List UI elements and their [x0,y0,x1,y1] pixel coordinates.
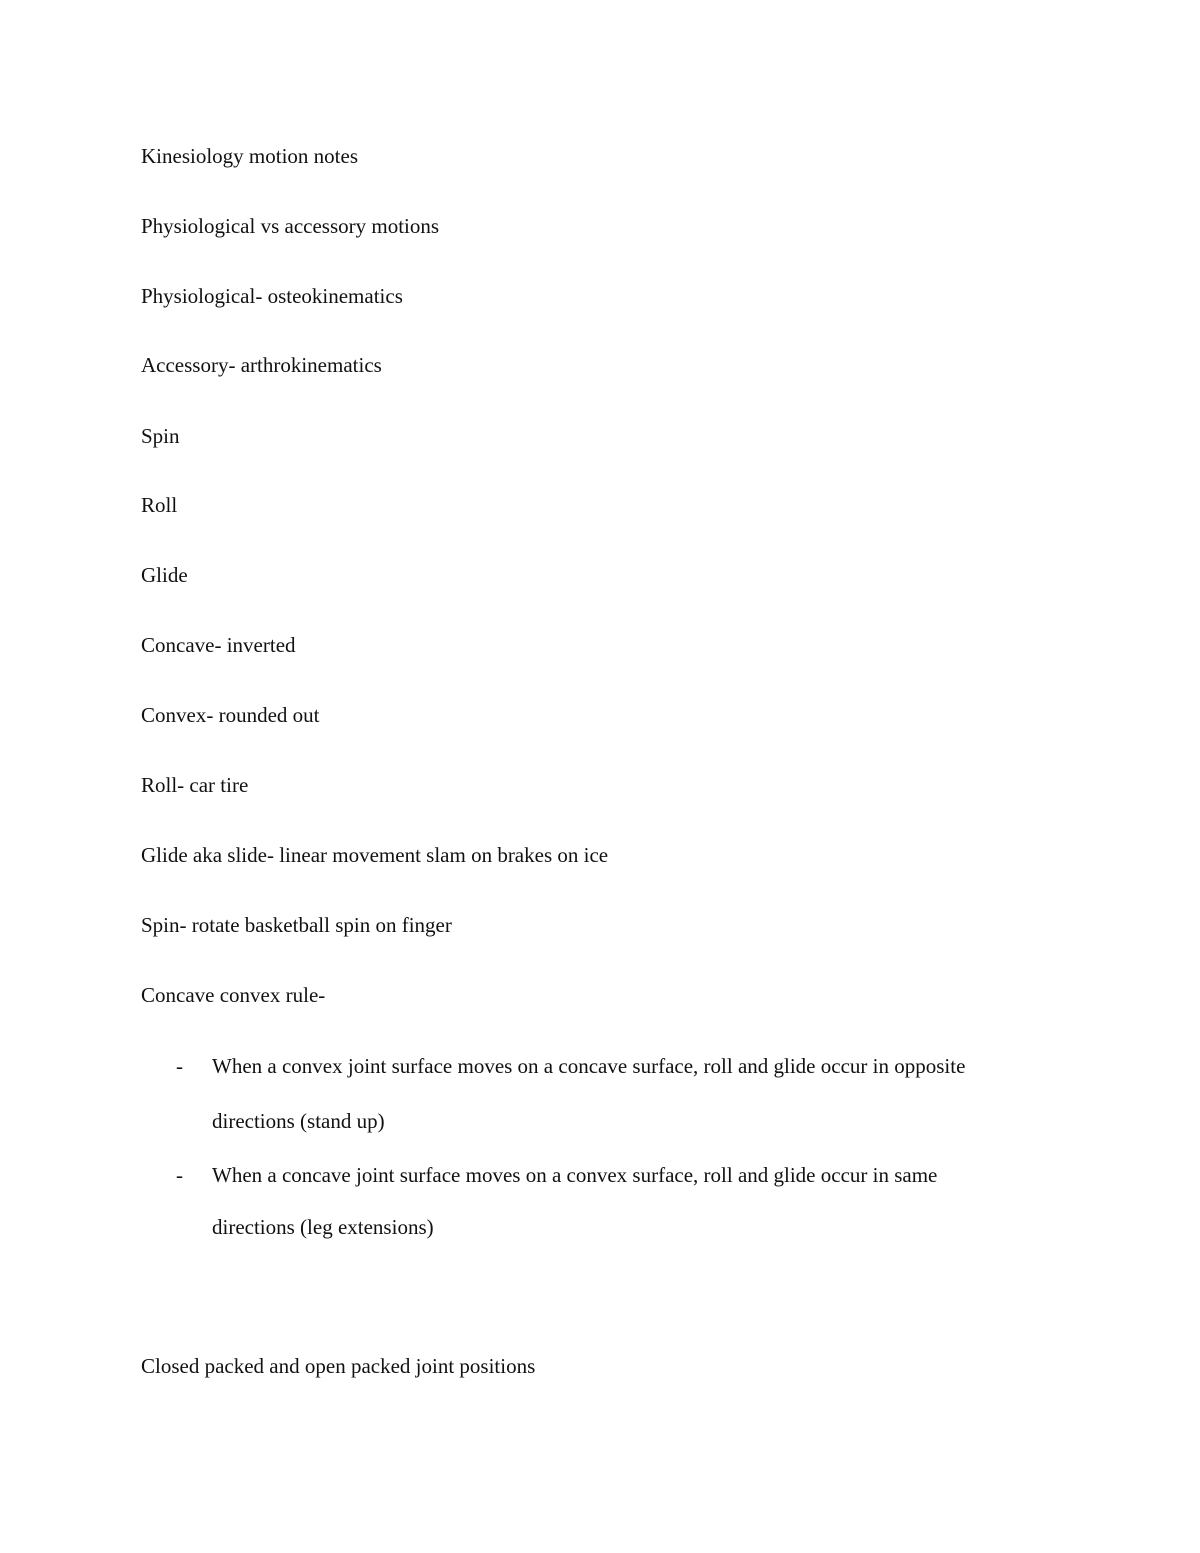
text-line: Spin- rotate basketball spin on finger [141,913,452,937]
bullet-marker: - [176,1163,183,1187]
bullet-text: When a convex joint surface moves on a concave surface, roll and glide occur in opposite [212,1054,966,1078]
text-line: Glide [141,563,188,587]
text-line: Glide aka slide- linear movement slam on brakes on ice [141,843,609,867]
bullet-marker: - [176,1054,183,1078]
text-line: Roll- car tire [141,773,249,797]
section-heading: Closed packed and open packed joint positions [141,1354,536,1378]
text-line: Concave convex rule- [141,983,326,1007]
text-line: Convex- rounded out [141,703,320,727]
text-line: Roll [141,493,178,517]
bullet-text-continuation: directions (stand up) [212,1109,385,1133]
document-title: Kinesiology motion notes [141,144,358,168]
bullet-text-continuation: directions (leg extensions) [212,1215,434,1239]
text-line: Accessory- arthrokinematics [141,353,382,377]
text-line: Concave- inverted [141,633,296,657]
text-line: Spin [141,424,180,448]
bullet-text: When a concave joint surface moves on a convex surface, roll and glide occur in same [212,1163,938,1187]
text-line: Physiological vs accessory motions [141,214,440,238]
text-line: Physiological- osteokinematics [141,284,403,308]
